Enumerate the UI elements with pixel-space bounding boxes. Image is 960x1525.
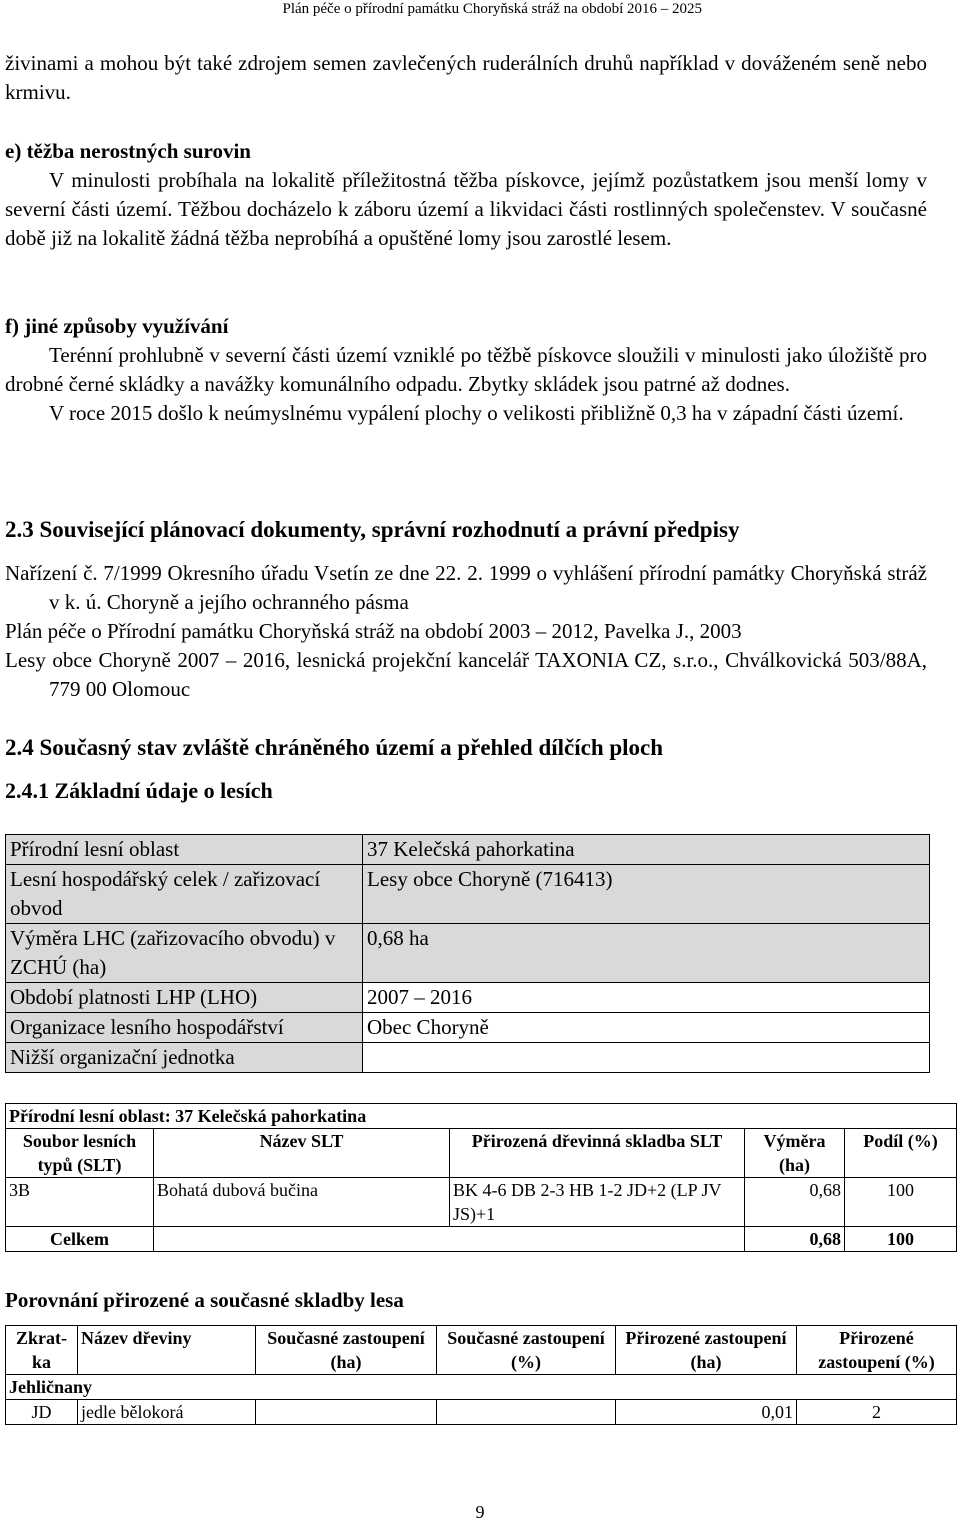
- table-group-row: [6, 1375, 957, 1400]
- table-row: [6, 1013, 930, 1043]
- column-header: Současné zastoupení (%): [437, 1326, 616, 1375]
- section-2-3: [5, 515, 927, 704]
- table-label: Organizace lesního hospodářství: [6, 1013, 363, 1043]
- compare-heading: Porovnání přirozené a současné skladby lesa: [5, 1288, 404, 1312]
- slt-table-title: Přírodní lesní oblast: 37 Kelečská pahorkatina: [6, 1104, 957, 1129]
- table-cell: BK 4-6 DB 2-3 HB 1-2 JD+2 (LP JV JS)+1: [450, 1178, 745, 1227]
- page-number: 9: [475, 1502, 485, 1522]
- column-header: Přirozená dřevinná skladba SLT: [450, 1129, 745, 1178]
- section-2-4-1: [5, 776, 927, 805]
- table-value: Lesy obce Choryně (716413): [363, 865, 930, 924]
- intro-text: živinami a mohou být také zdrojem semen zavlečených ruderálních druhů například v dováženém seně nebo krmivu.: [5, 51, 927, 104]
- column-header: Soubor lesních typů (SLT): [6, 1129, 154, 1178]
- section-e-heading: e) těžba nerostných surovin: [5, 139, 251, 163]
- total-area: 0,68: [745, 1227, 845, 1252]
- section-2-4-1-heading: 2.4.1 Základní údaje o lesích: [5, 778, 273, 803]
- column-header: Podíl (%): [845, 1129, 957, 1178]
- table-cell: 0,68: [745, 1178, 845, 1227]
- section-2-4-heading: 2.4 Současný stav zvláště chráněného území a přehled dílčích ploch: [5, 735, 664, 760]
- document-item: Plán péče o Přírodní památku Choryňská stráž na období 2003 – 2012, Pavelka J., 2003: [5, 619, 742, 643]
- table-label: Lesní hospodářský celek / zařizovací obvod: [6, 865, 363, 924]
- table-label: Nižší organizační jednotka: [6, 1043, 363, 1073]
- compare-section: [5, 1286, 927, 1315]
- table-cell: jedle bělokorá: [78, 1400, 256, 1425]
- total-label: Celkem: [6, 1227, 154, 1252]
- table-cell: [437, 1400, 616, 1425]
- column-header: Zkrat-ka: [6, 1326, 78, 1375]
- section-f-text-1: Terénní prohlubně v severní části území vzniklé po těžbě pískovce sloužili v minulosti jako úložiště pro drobné černé skládky a navážky komunálního odpadu. Zbytky skládek jsou patrné až dodnes.: [5, 343, 927, 396]
- column-header: Současné zastoupení (ha): [256, 1326, 437, 1375]
- intro-paragraph: [5, 49, 927, 107]
- basic-forest-data-table: [5, 834, 930, 1073]
- column-header: Výměra (ha): [745, 1129, 845, 1178]
- table-value: 2007 – 2016: [363, 983, 930, 1013]
- table-row: [6, 835, 930, 865]
- document-item: Nařízení č. 7/1999 Okresního úřadu Vsetín ze dne 22. 2. 1999 o vyhlášení přírodní památky Choryňská stráž v k. ú. Choryně a jejího ochranného pásma: [5, 561, 927, 614]
- table-row: [6, 983, 930, 1013]
- table-row: [6, 1043, 930, 1073]
- table-cell: 0,01: [616, 1400, 797, 1425]
- table-cell: 100: [845, 1178, 957, 1227]
- section-e-text: V minulosti probíhala na lokalitě příležitostná těžba pískovce, jejímž pozůstatkem jsou menší lomy v severní části území. Těžbou docházelo k záboru území a likvidaci části rostlinných společenstev. V současné době již na lokalitě žádná těžba neprobíhá a opuštěné lomy jsou zarostlé lesem.: [5, 168, 927, 250]
- table-value: 0,68 ha: [363, 924, 930, 983]
- total-share: 100: [845, 1227, 957, 1252]
- running-header: Plán péče o přírodní památku Choryňská stráž na období 2016 – 2025: [282, 1, 702, 17]
- table-value: [363, 1043, 930, 1073]
- table-cell: Bohatá dubová bučina: [154, 1178, 450, 1227]
- table-cell: JD: [6, 1400, 78, 1425]
- column-header: Přirozené zastoupení (ha): [616, 1326, 797, 1375]
- section-2-3-heading: 2.3 Související plánovací dokumenty, správní rozhodnutí a právní předpisy: [5, 517, 740, 542]
- table-value: Obec Choryně: [363, 1013, 930, 1043]
- column-header: Přirozené zastoupení (%): [797, 1326, 957, 1375]
- table-value: 37 Kelečská pahorkatina: [363, 835, 930, 865]
- table-title-row: [6, 1104, 957, 1129]
- section-f: [5, 312, 927, 428]
- table-cell: 3B: [6, 1178, 154, 1227]
- table-row: [6, 1400, 957, 1425]
- table-label: Období platnosti LHP (LHO): [6, 983, 363, 1013]
- section-f-heading: f) jiné způsoby využívání: [5, 314, 229, 338]
- table-label: Přírodní lesní oblast: [6, 835, 363, 865]
- table-cell: 2: [797, 1400, 957, 1425]
- slt-table: [5, 1103, 957, 1252]
- table-header-row: [6, 1129, 957, 1178]
- table-total-row: [6, 1227, 957, 1252]
- table-row: [6, 1178, 957, 1227]
- table-cell: [256, 1400, 437, 1425]
- section-e: [5, 137, 927, 253]
- document-item: Lesy obce Choryně 2007 – 2016, lesnická projekční kancelář TAXONIA CZ, s.r.o., Chválkovická 503/88A, 779 00 Olomouc: [5, 648, 927, 701]
- section-2-4: [5, 733, 927, 763]
- column-header: Název SLT: [154, 1129, 450, 1178]
- table-label: Výměra LHC (zařizovacího obvodu) v ZCHÚ (ha): [6, 924, 363, 983]
- table-row: [6, 924, 930, 983]
- species-comparison-table: [5, 1325, 957, 1425]
- table-cell: [154, 1227, 745, 1252]
- group-label: Jehličnany: [6, 1375, 957, 1400]
- section-f-text-2: V roce 2015 došlo k neúmyslnému vypálení plochy o velikosti přibližně 0,3 ha v západní části území.: [49, 401, 904, 425]
- column-header: Název dřeviny: [78, 1326, 256, 1375]
- table-header-row: [6, 1326, 957, 1375]
- table-row: [6, 865, 930, 924]
